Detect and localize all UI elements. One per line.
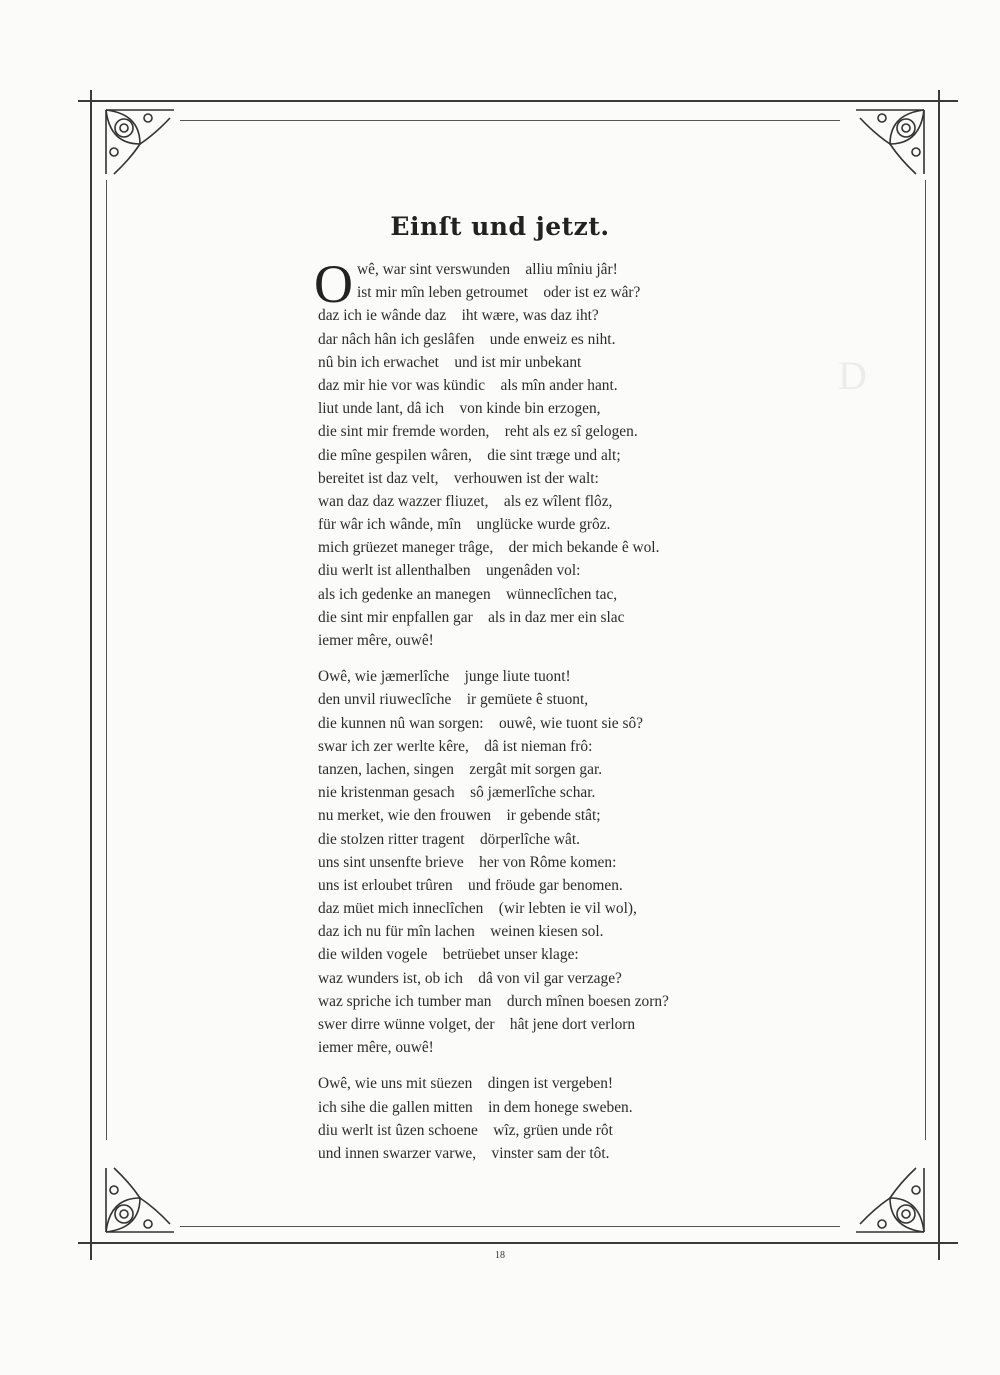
poem-line: die kunnen nû wan sorgen: ouwê, wie tuont sie sô? — [318, 714, 643, 732]
poem-line: nie kristenman gesach sô jæmerlîche schar. — [318, 784, 596, 802]
stanza — [318, 258, 758, 652]
inner-left-rule — [106, 180, 107, 1140]
page-number: 18 — [495, 1250, 505, 1261]
poem-line: als ich gedenke an manegen wünneclîchen tac, — [318, 585, 618, 603]
page-title: Einſt und jetzt. — [390, 212, 610, 241]
poem-line: ist mir mîn leben getroumet oder ist ez wâr? — [357, 284, 641, 302]
poem-line: iemer mêre, ouwê! — [318, 1039, 434, 1057]
poem-line: die sint mir enpfallen gar als in daz mer ein slac — [318, 608, 625, 626]
poem-line: die mîne gespilen wâren, die sint træge und alt; — [318, 446, 621, 464]
frame-bottom-rule — [78, 1242, 958, 1244]
poem-line: swer dirre wünne volget, der hât jene dort verlorn — [318, 1016, 636, 1033]
poem-line: Owê, wie jæmerlîche junge liute tuont! — [318, 668, 571, 686]
poem-line: daz mir hie vor was kündic als mîn ander hant. — [318, 376, 618, 394]
poem-line: dar nâch hân ich geslâfen unde enweiz es niht. — [318, 330, 616, 348]
corner-ornament-bottom-left-icon — [100, 1158, 180, 1238]
poem-line: nu merket, wie den frouwen ir gebende stât; — [318, 807, 601, 825]
corner-ornament-top-left-icon — [100, 104, 180, 184]
poem-line: nû bin ich erwachet und ist mir unbekant — [318, 353, 582, 371]
stanza — [318, 665, 758, 1059]
poem-line: die wilden vogele betrüebet unser klage: — [318, 946, 579, 964]
poem-line: die stolzen ritter tragent dörperlîche wât. — [318, 830, 580, 848]
poem-line: daz müet mich inneclîchen (wir lebten ie vil wol), — [318, 900, 637, 918]
poem-line: für wâr ich wânde, mîn unglücke wurde grôz. — [318, 516, 611, 534]
inner-top-rule — [180, 120, 840, 121]
poem-line: swar ich zer werlte kêre, dâ ist nieman frô: — [318, 737, 593, 755]
inner-right-rule — [925, 180, 926, 1140]
poem-line: daz ich nu für mîn lachen weinen kiesen sol. — [318, 923, 604, 941]
frame-top-rule — [78, 100, 958, 102]
frame-right-rule — [938, 90, 940, 1260]
poem-line: waz wunders ist, ob ich dâ von vil gar verzage? — [318, 969, 622, 987]
poem-line: waz spriche ich tumber man durch mînen boesen zorn? — [318, 992, 669, 1010]
corner-ornament-bottom-right-icon — [850, 1158, 930, 1238]
poem-line: liut unde lant, dâ ich von kinde bin erzogen, — [318, 400, 601, 418]
poem-line: ich sihe die gallen mitten in dem honege sweben. — [318, 1098, 633, 1116]
poem-line: iemer mêre, ouwê! — [318, 632, 434, 649]
poem-line: tanzen, lachen, singen zergât mit sorgen gar. — [318, 760, 603, 778]
poem-line: diu werlt ist ûzen schoene wîz, grüen unde rôt — [318, 1121, 613, 1139]
poem-line: diu werlt ist allenthalben ungenâden vol: — [318, 562, 581, 580]
frame-left-rule — [90, 90, 92, 1260]
poem-line: bereitet ist daz velt, verhouwen ist der walt: — [318, 469, 599, 487]
corner-ornament-top-right-icon — [850, 104, 930, 184]
poem — [318, 258, 758, 1178]
drop-cap: O — [314, 254, 353, 314]
poem-line: uns sint unsenfte brieve her von Rôme komen: — [318, 853, 617, 871]
poem-line: uns ist erloubet trûren und fröude gar benomen. — [318, 876, 623, 894]
poem-line: wan daz daz wazzer fliuzet, als ez wîlent flôz, — [318, 492, 613, 510]
bleed-through-letter: D — [838, 353, 867, 398]
stanza — [318, 1072, 758, 1165]
poem-line: daz ich ie wânde daz iht wære, was daz iht? — [318, 307, 599, 325]
inner-bottom-rule — [180, 1226, 840, 1227]
poem-line: und innen swarzer varwe, vinster sam der tôt. — [318, 1144, 610, 1162]
poem-line: Owê, wie uns mit süezen dingen ist vergeben! — [318, 1075, 614, 1093]
poem-line: wê, war sint verswunden alliu mîniu jâr! — [357, 261, 618, 278]
poem-line: den unvil riuweclîche ir gemüete ê stuont, — [318, 691, 589, 709]
poem-line: die sint mir fremde worden, reht als ez sî gelogen. — [318, 423, 638, 441]
poem-line: mich grüezet maneger trâge, der mich bekande ê wol. — [318, 539, 660, 557]
